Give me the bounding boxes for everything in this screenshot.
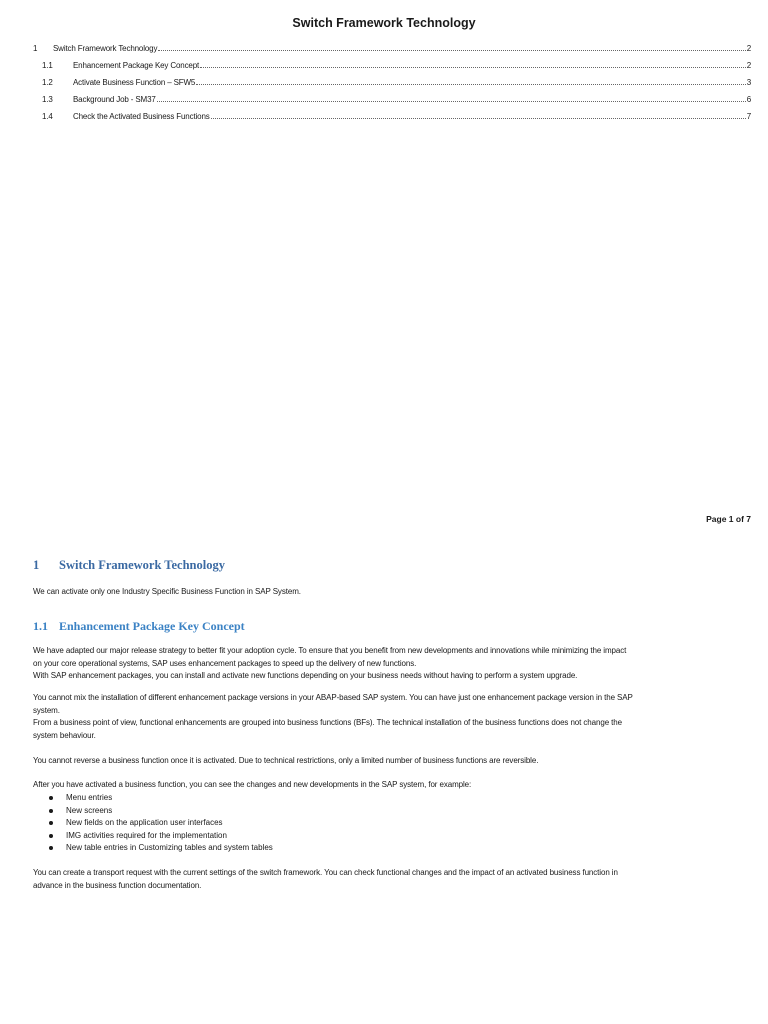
list-item: IMG activities required for the implementation — [33, 830, 273, 843]
paragraph-line: With SAP enhancement packages, you can install and activate new functions depending on your business needs without having to perform a system upgrade. — [33, 671, 578, 680]
section-title: Switch Framework Technology — [59, 558, 225, 572]
toc-entry-text: Background Job - SM37 — [73, 95, 156, 104]
paragraph-line: system. — [33, 705, 60, 715]
paragraph: After you have activated a business function, you can see the changes and new developments in the SAP system, for example: — [33, 780, 472, 789]
toc-entry-page: 7 — [746, 112, 751, 121]
toc-entry-page: 2 — [746, 44, 751, 53]
page-indicator: Page 1 of 7 — [706, 514, 751, 524]
paragraph-line: system behaviour. — [33, 730, 96, 740]
paragraph-block — [33, 645, 751, 683]
list-item: New table entries in Customizing tables and system tables — [33, 842, 273, 855]
toc-entry-text: Check the Activated Business Functions — [73, 112, 210, 121]
toc-entry-text: Activate Business Function – SFW5 — [73, 78, 196, 87]
paragraph-block — [33, 692, 751, 742]
bullet-icon — [49, 796, 53, 800]
toc-leader-dots — [158, 49, 745, 51]
paragraph-line: on your core operational systems, SAP uses enhancement packages to speed up the delivery of new functions. — [33, 658, 417, 668]
paragraph-line: You can create a transport request with the current settings of the switch framework. You can check functional changes and the impact of an activated business function in — [33, 868, 618, 877]
subsection-number: 1.1 — [33, 619, 48, 633]
list-item: New fields on the application user interfaces — [33, 817, 273, 830]
toc-entry-number: 1 — [33, 44, 38, 53]
toc-entry[interactable] — [33, 44, 751, 61]
section-intro — [33, 586, 751, 599]
paragraph-block — [33, 755, 751, 768]
section-heading — [33, 558, 225, 573]
bullet-icon — [49, 846, 53, 850]
toc-entry-page: 2 — [746, 61, 751, 70]
toc-entry[interactable] — [33, 61, 751, 78]
toc-entry-text: Switch Framework Technology — [53, 44, 158, 53]
section-number: 1 — [33, 558, 40, 572]
toc-entry-page: 3 — [746, 78, 751, 87]
toc-entry[interactable] — [33, 112, 751, 129]
subsection-title: Enhancement Package Key Concept — [59, 619, 245, 633]
list-item: New screens — [33, 805, 273, 818]
toc-leader-dots — [196, 83, 745, 85]
paragraph-line: You cannot mix the installation of different enhancement package versions in your ABAP-based SAP system. You can have just one enhancement package version in the SAP — [33, 693, 633, 702]
paragraph: You cannot reverse a business function once it is activated. Due to technical restrictions, only a limited number of business functions are reversible. — [33, 756, 539, 765]
paragraph-line: advance in the business function documentation. — [33, 880, 202, 890]
paragraph-block — [33, 779, 751, 792]
paragraph-block — [33, 867, 751, 892]
table-of-contents — [33, 44, 751, 129]
bullet-icon — [49, 809, 53, 813]
toc-entry-text: Enhancement Package Key Concept — [73, 61, 200, 70]
toc-entry[interactable] — [33, 78, 751, 95]
list-item: Menu entries — [33, 792, 273, 805]
subsection-heading — [33, 619, 245, 634]
toc-entry-number: 1.3 — [42, 95, 53, 104]
toc-entry-number: 1.1 — [42, 61, 53, 70]
bullet-list — [33, 792, 273, 855]
toc-entry-number: 1.4 — [42, 112, 53, 121]
toc-entry-number: 1.2 — [42, 78, 53, 87]
bullet-icon — [49, 834, 53, 838]
toc-leader-dots — [211, 117, 746, 119]
document-title: Switch Framework Technology — [292, 16, 476, 30]
toc-leader-dots — [200, 66, 746, 68]
toc-entry[interactable] — [33, 95, 751, 112]
bullet-icon — [49, 821, 53, 825]
paragraph-line: We have adapted our major release strategy to better fit your adoption cycle. To ensure that you benefit from new developments and innovations while minimizing the impact — [33, 646, 627, 655]
paragraph-line: From a business point of view, functional enhancements are grouped into business functions (BFs). The technical installation of the business functions does not change the — [33, 718, 622, 727]
paragraph: We can activate only one Industry Specific Business Function in SAP System. — [33, 587, 301, 596]
toc-leader-dots — [157, 100, 746, 102]
toc-entry-page: 6 — [746, 95, 751, 104]
